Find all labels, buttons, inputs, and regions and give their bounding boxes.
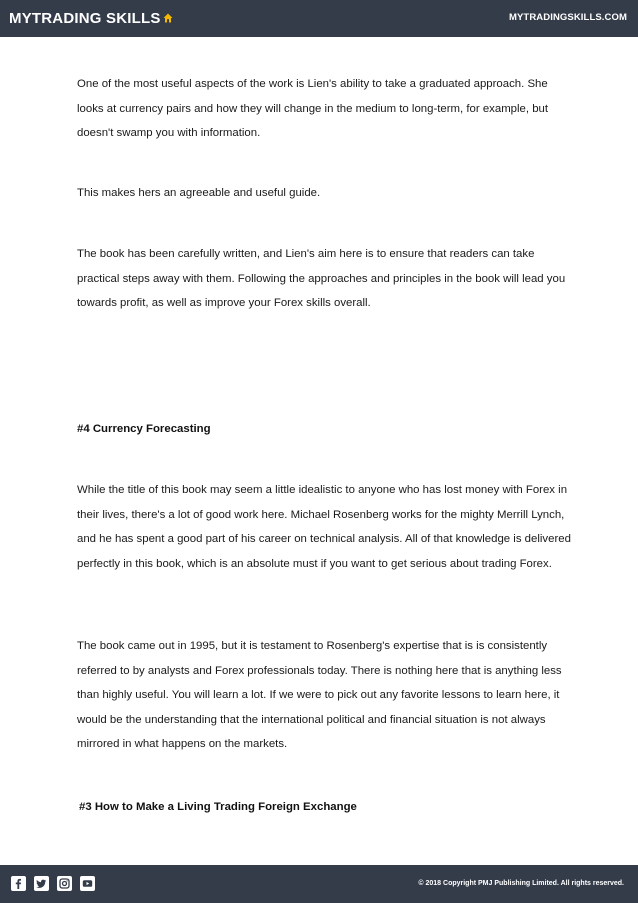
section-heading: #3 How to Make a Living Trading Foreign Exchange (79, 801, 357, 813)
instagram-icon[interactable] (57, 876, 72, 891)
youtube-icon[interactable] (80, 876, 95, 891)
logo-text: MYTRADING SKILLS (9, 10, 161, 27)
facebook-icon[interactable] (11, 876, 26, 891)
article-paragraph: The book came out in 1995, but it is testament to Rosenberg's expertise that is is consistently referred to by analysts and Forex professionals today. There is nothing here that is anything less than highly useful. You will learn a lot. If we were to pick out any favorite lessons to learn here, it would be the understanding that the international political and financial situation is not always mirrored in what happens on the markets. (77, 640, 562, 751)
site-logo[interactable] (9, 10, 173, 27)
bottom-footer-bar (0, 865, 638, 903)
twitter-icon[interactable] (34, 876, 49, 891)
site-url[interactable]: MYTRADINGSKILLS.COM (508, 12, 627, 23)
article-paragraph: One of the most useful aspects of the work is Lien's ability to take a graduated approach. She looks at currency pairs and how they will change in the medium to long-term, for example, but doesn't swamp you with information. (77, 78, 549, 140)
copyright-text: © 2018 Copyright PMJ Publishing Limited. All rights reserved. (418, 880, 624, 887)
article-paragraph: The book has been carefully written, and Lien's aim here is to ensure that readers can take practical steps away with them. Following the approaches and principles in the book will lead you towards profit, as well as improve your Forex skills overall. (77, 248, 566, 310)
article-paragraph: While the title of this book may seem a little idealistic to anyone who has lost money with Forex in their lives, there's a lot of good work here. Michael Rosenberg works for the mighty Merrill Lynch, and he has spent a good part of his career on technical analysis. All of that knowledge is delivered perfectly in this book, which is an absolute must if you want to get serious about trading Forex. (77, 484, 571, 570)
article-paragraph: This makes hers an agreeable and useful guide. (77, 187, 321, 199)
house-icon (163, 13, 173, 23)
top-header-bar (0, 0, 638, 37)
social-links (11, 876, 95, 891)
section-heading: #4 Currency Forecasting (77, 423, 211, 435)
